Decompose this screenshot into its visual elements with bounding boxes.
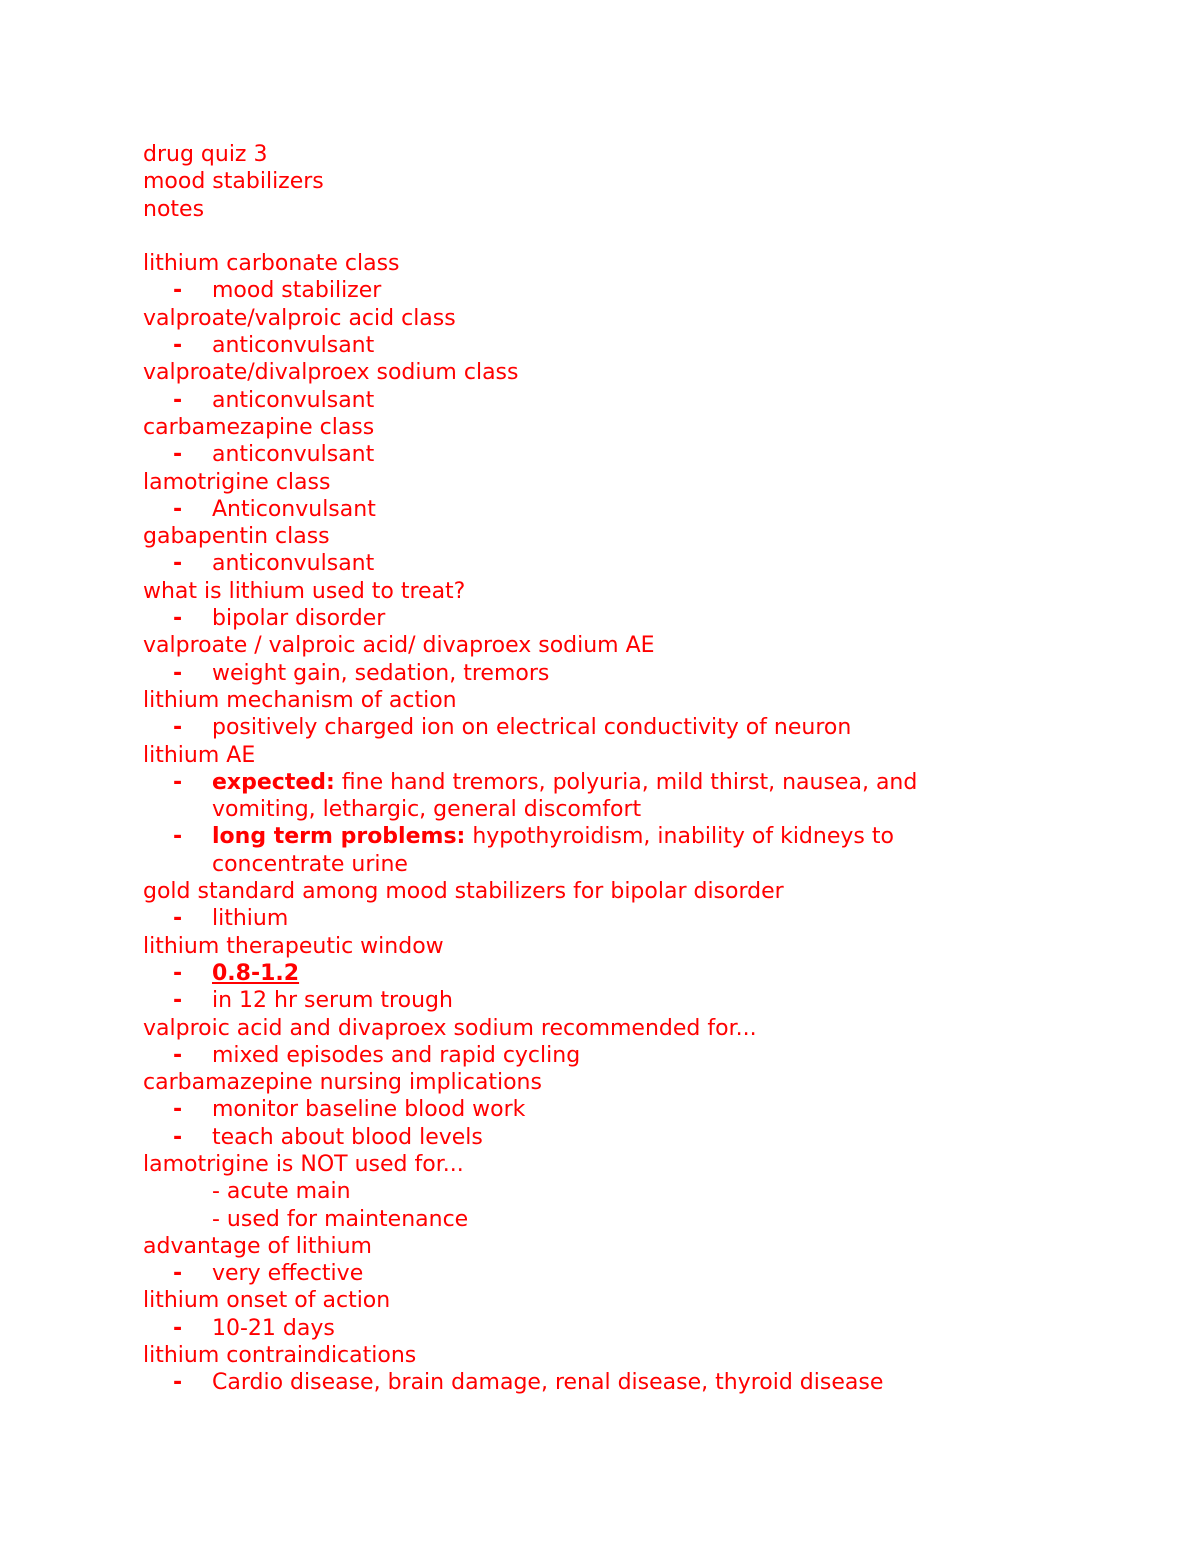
answer-text: teach about blood levels — [212, 1124, 483, 1150]
answer-text: very effective — [212, 1261, 364, 1287]
bullet-dash: - — [173, 1042, 183, 1068]
bullet-dash: - — [173, 1370, 183, 1396]
question-line: lithium onset of action — [143, 1288, 391, 1314]
answer-text: weight gain, sedation, tremors — [212, 660, 550, 686]
answer-text: 10-21 days — [212, 1315, 335, 1341]
therapeutic-range-value: 0.8-1.2 — [212, 960, 300, 986]
answer-text: bipolar disorder — [212, 606, 386, 632]
bullet-dash: - — [173, 551, 183, 577]
answer-text: anticonvulsant — [212, 551, 375, 577]
doc-notes-label: notes — [143, 196, 205, 222]
answer-bullet — [143, 660, 1023, 687]
answer-text: hypothyroidism, inability of kidneys to concentrate urine — [212, 824, 894, 877]
answer-text: anticonvulsant — [212, 333, 375, 359]
answer-bullet — [143, 769, 1023, 824]
question-line: lamotrigine is NOT used for... — [143, 1151, 464, 1177]
answer-bullet — [143, 1315, 1023, 1342]
bullet-dash: - — [173, 769, 183, 795]
question-line: gabapentin class — [143, 524, 330, 550]
answer-bullet — [143, 496, 1023, 523]
question-line: carbamezapine class — [143, 414, 375, 440]
indented-answer: - used for maintenance — [212, 1206, 469, 1232]
answer-text: monitor baseline blood work — [212, 1097, 526, 1123]
document-page — [143, 141, 1023, 1397]
question-line: valproate / valproic acid/ divaproex sodium AE — [143, 633, 655, 659]
answer-text: in 12 hr serum trough — [212, 988, 453, 1014]
question-line: lithium therapeutic window — [143, 933, 444, 959]
bullet-dash: - — [173, 442, 183, 468]
doc-subtitle: mood stabilizers — [143, 169, 324, 195]
bullet-dash: - — [173, 960, 183, 986]
bold-label: expected: — [212, 769, 335, 795]
question-line: gold standard among mood stabilizers for bipolar disorder — [143, 879, 784, 905]
question-line: lithium contraindications — [143, 1343, 417, 1369]
bullet-dash: - — [173, 496, 183, 522]
bullet-dash: - — [173, 1315, 183, 1341]
answer-bullet — [143, 1260, 1023, 1287]
answer-text: lithium — [212, 906, 289, 932]
bullet-dash: - — [173, 333, 183, 359]
bullet-dash: - — [173, 1097, 183, 1123]
answer-bullet — [143, 1369, 1023, 1396]
bullet-dash: - — [173, 660, 183, 686]
bullet-dash: - — [173, 1124, 183, 1150]
bold-label: long term problems: — [212, 824, 466, 850]
answer-bullet — [143, 387, 1023, 414]
answer-text: mood stabilizer — [212, 278, 382, 304]
answer-bullet — [143, 905, 1023, 932]
answer-text: positively charged ion on electrical conductivity of neuron — [212, 715, 852, 741]
question-line: carbamazepine nursing implications — [143, 1070, 542, 1096]
answer-text: anticonvulsant — [212, 387, 375, 413]
question-line: lithium carbonate class — [143, 251, 400, 277]
answer-bullet — [143, 1124, 1023, 1151]
question-line: valproate/valproic acid class — [143, 305, 456, 331]
answer-bullet — [143, 960, 1023, 987]
answer-text: anticonvulsant — [212, 442, 375, 468]
question-line: advantage of lithium — [143, 1233, 372, 1259]
blank-line — [143, 223, 1023, 250]
doc-title: drug quiz 3 — [143, 142, 268, 167]
answer-bullet — [143, 714, 1023, 741]
bullet-dash: - — [173, 715, 183, 741]
answer-bullet — [143, 441, 1023, 468]
bullet-dash: - — [173, 1261, 183, 1287]
answer-text: fine hand tremors, polyuria, mild thirst, nausea, and vomiting, lethargic, general discomfort — [212, 769, 918, 823]
answer-bullet — [143, 823, 1023, 878]
bullet-dash: - — [173, 988, 183, 1014]
question-line: lithium AE — [143, 742, 256, 768]
answer-text: Anticonvulsant — [212, 496, 376, 522]
indented-answer: - acute main — [212, 1179, 351, 1205]
bullet-dash: - — [173, 387, 183, 413]
answer-bullet — [143, 1042, 1023, 1069]
question-line: valproate/divalproex sodium class — [143, 360, 519, 386]
bullet-dash: - — [173, 606, 183, 632]
bullet-dash: - — [173, 824, 183, 850]
question-line: lithium mechanism of action — [143, 687, 457, 713]
answer-text: mixed episodes and rapid cycling — [212, 1042, 581, 1068]
question-line: lamotrigine class — [143, 469, 331, 495]
answer-bullet — [143, 605, 1023, 632]
bullet-dash: - — [173, 278, 183, 304]
answer-bullet — [143, 987, 1023, 1014]
answer-bullet — [143, 1096, 1023, 1123]
bullet-dash: - — [173, 906, 183, 932]
question-line: what is lithium used to treat? — [143, 578, 466, 604]
answer-bullet — [143, 550, 1023, 577]
question-line: valproic acid and divaproex sodium recommended for... — [143, 1015, 757, 1041]
answer-bullet — [143, 332, 1023, 359]
answer-bullet — [143, 277, 1023, 304]
answer-text: Cardio disease, brain damage, renal disease, thyroid disease — [212, 1370, 884, 1396]
